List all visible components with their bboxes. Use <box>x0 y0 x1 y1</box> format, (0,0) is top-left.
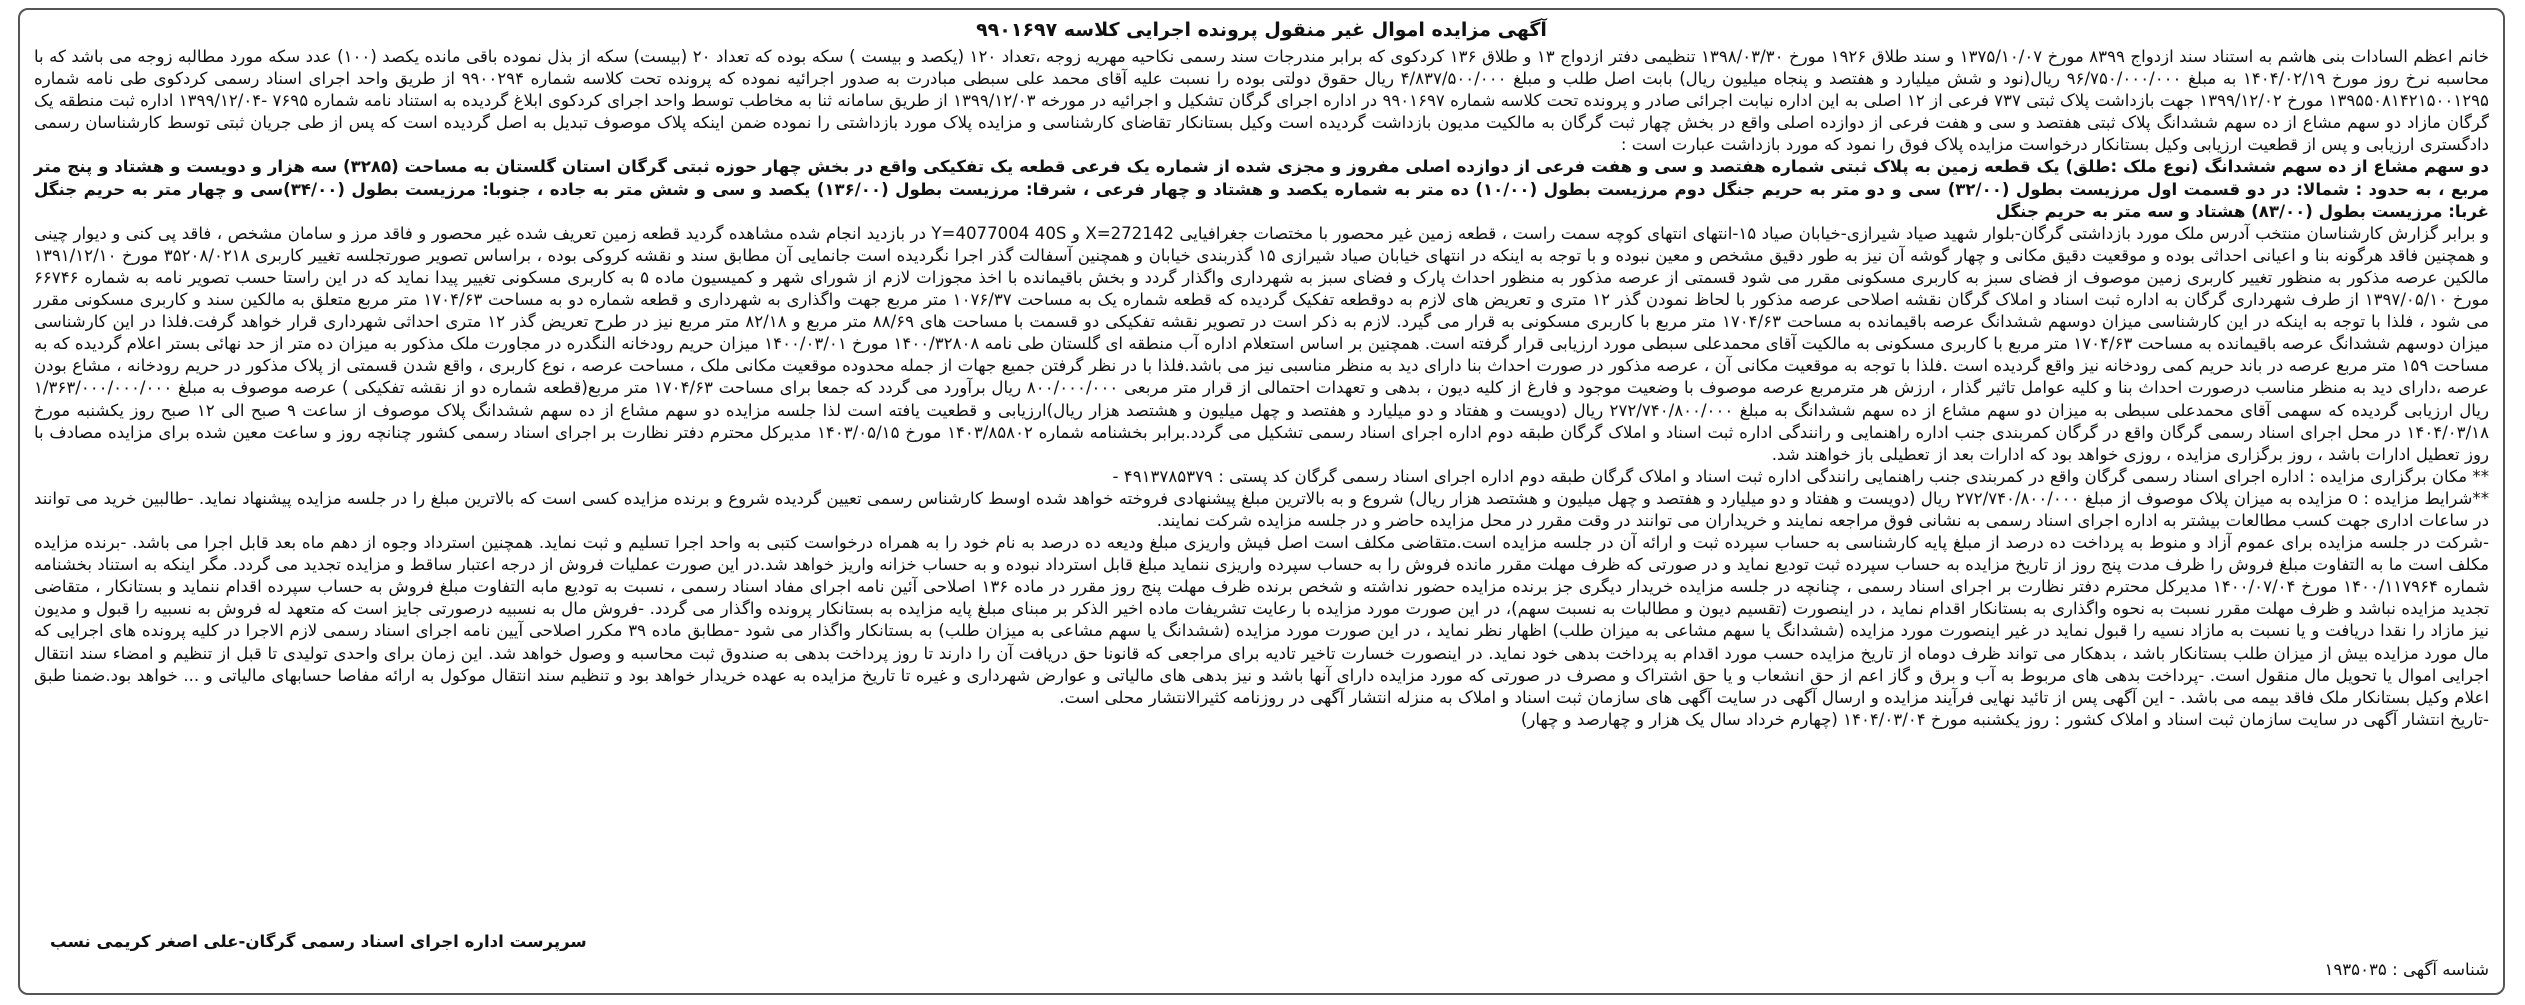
paragraph-publish-date: -تاریخ انتشار آگهی در سایت سازمان ثبت اسناد و املاک کشور : روز یکشنبه مورخ ۱۴۰۴/۰۳/۰۴ (چهارم خرداد سال یک هزار و چهارصد و چهار) <box>1520 709 2489 729</box>
paragraph-auction-terms: **شرایط مزایده : o مزایده به میزان پلاک موصوف از مبلغ ۲۷۲/۷۴۰/۸۰۰/۰۰۰ ریال (دویست و هفتاد و دو میلیارد و هفتصد و چهل میلیون و هشتصد هزار ریال) شروع و به بالاترین مبلغ پیشنهادی فروخته خواهد شده اوسط کارشناس رسمی تعیین گردیده شروع و برنده مزایده کسی است که بالاترین مبلغ را در جلسه مزایده پیشنهاد نماید. -طالبین خرید می توانند در ساعات اداری جهت کسب مطالعات بیشتر به اداره اجرای اسناد رسمی به نشانی فوق مراجعه نمایند و خریداران می توانند در وقت مقرر در محل مزایده حاضر و در جلسه مزایده شرکت نمایند. <box>34 488 2490 530</box>
paragraph-property: دو سهم مشاع از ده سهم ششدانگ (نوع ملک :طلق) یک قطعه زمین به پلاک ثبتی شماره هفتصد و سی و هفت فرعی از دوازده اصلی مفروز و مجزی شده از شماره یک فرعی قطعه یک تفکیکی واقع در بخش چهار حوزه ثبتی گرگان استان گلستان به مساحت (۳۲۸۵) سه هزار و دویست و هشتاد و پنج متر مربع ، به حدود : شمالا: در دو قسمت اول مرزیست بطول (۳۲/۰۰) سی و دو متر به حریم جنگل دوم مرزیست بطول (۱۰/۰۰) ده متر به شماره یکصد و هشتاد و چهار فرعی ، شرقا: مرزیست بطول (۱۳۶/۰۰) یکصد و سی و شش متر به جاده ، جنوبا: مرزیست بطول (۳۴/۰۰)سی و چهار متر به حریم جنگل غربا: مرزیست بطول (۸۳/۰۰) هشتاد و سه متر به حریم جنگل <box>34 157 2490 221</box>
notice-id: شناسه آگهی : ۱۹۳۵۰۳۵ <box>2324 960 2489 979</box>
signature: سرپرست اداره اجرای اسناد رسمی گرگان-علی اصغر کریمی نسب <box>50 932 587 951</box>
notice-frame <box>18 8 2505 995</box>
paragraph-expert-report: و برابر گزارش کارشناسان منتخب آدرس ملک مورد بازداشتی گرگان-بلوار شهید صیاد شیرازی-خیابان صیاد ۱۵-انتهای انتهای کوچه سمت راست ، قطعه زمین غیر محصور با مختصات جغرافیایی X=272142 و Y=4077004 40S در بازدید انجام شده مشاهده گردید قطعه زمین تعریف شده غیر محصور و فاقد مرز و سامان مشخص ، فاقد پی کنی و دیوار چینی و همچنین فاقد هرگونه بنا و اعیانی احداثی بوده و موقعیت دقیق مکانی و چهار گوشه آن نیز به طور دقیق مشخص و معین نبوده و با توجه به اینکه در انتهای خیابان صیاد شیرازی ۱۵ گذربندی خیابان و همچنین آسفالت گذر اجرا نگردیده است جانمایی آن مطابق سند و نقشه کروکی بوده ، براساس تصویر صورتجلسه تغییر کاربری ۳۵۲۰۸/۰۲۱۸ مورخ ۱۳۹۱/۱۲/۱۰ مالکین عرصه مذکور به منظور تغییر کاربری زمین موصوف از فضای سبز به کاربری مسکونی مقرر می شود قسمتی از عرصه مذکور به منظور احداث پارک و فضای سبز به شهرداری واگذار گردد و بخش باقیمانده با اخذ مجوزات لازم از شورای شهر و کمیسیون ماده ۵ به کاربری مسکونی تغییر پیدا نماید که در این راستا حسب تصویر نامه به شماره ۶۶۷۴۶ مورخ ۱۳۹۷/۰۵/۱۰ از طرف شهرداری گرگان به اداره ثبت اسناد و املاک گرگان نقشه اصلاحی عرصه مذکور با لحاظ نمودن گذر ۱۲ متری و تعریض های لازم به دوقطعه تفکیک گردیده که قطعه شماره یک به مساحت ۱۰۷۶/۳۷ متر مربع جهت واگذاری به شهرداری و قطعه شماره دو به مساحت ۱۷۰۴/۶۳ متر مربع متعلق به مالکین سند و کاربری مسکونی مقرر می شود ، فلذا با توجه به اینکه در این کارشناسی میزان دوسهم ششدانگ عرصه باقیمانده به مساحت ۱۷۰۴/۶۳ متر مربع با کاربری مسکونی به قرار می گیرد. لازم به ذکر است در تصویر نقشه تفکیکی دو قسمت با مساحت های ۸۸/۶۹ متر مربع و ۸۲/۱۸ متر مربع نیز در طرح تعریض گذر ۱۲ متری احداثی شهرداری قرار خواهد گرفت.فلذا در این کارشناسی میزان دوسهم ششدانگ عرصه باقیمانده به مساحت ۱۷۰۴/۶۳ متر مربع با کاربری مسکونی به مالکیت آقای محمدعلی سبطی مورد ارزیابی قرار گرفته است. همچنین بر اساس استعلام اداره آب منطقه ای گلستان طی نامه ۱۴۰۰/۳۲۸۰۸ مورخ ۱۴۰۰/۰۳/۰۱ میزان حریم رودخانه النگدره در مجاورت ملک مذکور به میزان ده متر از حد نهائی بستر اعلام گردیده که به مساحت ۱۵۹ متر مربع عرصه در باند حریم کمی رودخانه نیز واقع گردیده است .فلذا با توجه به موقعیت مکانی آن ، عرصه مذکور در صورت احداث بنا دارای دید به منظر مناسبی نیز می باشد.فلذا با در نظر گرفتن جمیع جهات از جمله محدوده موقعیت مکانی ملک ، مساحت عرصه ، نوع کاربری ، واقع شدن قسمتی از پلاک مذکور در حریم رودخانه ، مشاع بودن عرصه ،دارای دید به منظر مناسب درصورت احداث بنا و کلیه عوامل تاثیر گذار ، ارزش هر مترمربع عرصه موصوف با وضعیت موجود و فارغ از کلیه دیون ، بدهی و تعهدات احتمالی از قرار متر مربعی ۸۰۰/۰۰۰/۰۰۰ ریال برآورد می گردد که جمعا برای مساحت ۱۷۰۴/۶۳ متر مربع(قطعه شماره دو از نقشه تفکیکی ) عرصه موصوف به مبلغ ۱/۳۶۳/۰۰۰/۰۰۰/۰۰۰ ریال ارزیابی گردیده که سهمی آقای محمدعلی سبطی به میزان دو سهم مشاع از ده سهم ششدانگ به مبلغ ۲۷۲/۷۴۰/۸۰۰/۰۰۰ ریال (دویست و هفتاد و دو میلیارد و هفتصد و چهل میلیون و هشتصد هزار ریال)ارزیابی و قطعیت یافته است لذا جلسه مزایده دو سهم مشاع از ده سهم ششدانگ پلاک موصوف از ساعت ۹ صبح الی ۱۲ صبح روز یکشنبه مورخ ۱۴۰۴/۰۳/۱۸ در محل اجرای اسناد رسمی گرگان واقع در گرگان کمربندی جنب اداره راهنمایی و رانندگی اداره ثبت اسناد و املاک گرگان طبقه دوم اداره اجرای اسناد رسمی تشکیل می گردد.برابر بخشنامه شماره ۱۴۰۳/۸۵۸۰۲ مورخ ۱۴۰۳/۰۵/۱۵ مدیرکل محترم دفتر نظارت بر اجرای اسناد رسمی کشور چنانچه روز و ساعت معین شده برای مزایده مصادف با روز تعطیل ادارات باشد ، روز برگزاری مزایده ، روزی خواهد بود که ادارات بعد از تعطیلی باز خواهند شد. <box>34 223 2490 464</box>
paragraph-intro: خانم اعظم السادات بنی هاشم به استناد سند ازدواج ۸۳۹۹ مورخ ۱۳۷۵/۱۰/۰۷ و سند طلاق ۱۹۲۶ مورخ ۱۳۹۸/۰۳/۳۰ تنظیمی دفتر ازدواج ۱۳ و طلاق ۱۳۶ کردکوی که برابر مندرجات سند رسمی نکاحیه مهریه زوجه ،تعداد ۱۲۰ (یکصد و بیست ) سکه بوده که تعداد ۲۰ (بیست) سکه از بذل نموده باقی مانده یکصد (۱۰۰) عدد سکه مورد مطالبه زوجه می باشد که با محاسبه نرخ روز مورخ ۱۴۰۴/۰۲/۱۹ به مبلغ ۹۶/۷۵۰/۰۰۰/۰۰۰ ریال(نود و شش میلیارد و هفتصد و پنجاه میلیون ریال) بابت اصل طلب و مبلغ ۴/۸۳۷/۵۰۰/۰۰۰ ریال حقوق دولتی بوده را نسبت علیه آقای محمد علی سبطی مبادرت به صدور اجرائیه نموده که پرونده تحت کلاسه شماره ۹۹۰۰۲۹۴ از طریق واحد اجرای اسناد رسمی کردکوی طی نامه شماره ۱۳۹۵۵۰۸۱۴۲۱۵۰۰۱۲۹۵ مورخ ۱۳۹۹/۱۲/۰۲ جهت بازداشت پلاک ثبتی ۷۳۷ فرعی از ۱۲ اصلی به این اداره نیابت اجرائی صادر و پرونده تحت کلاسه شماره ۹۹۰۱۶۹۷ در اداره اجرای گرگان تشکیل و اجرائیه در مورخه ۱۳۹۹/۱۲/۰۳ از طریق سامانه ثنا به مخاطب توسط واحد اجرای کردکوی ابلاغ گردیده به استناد نامه شماره ۷۶۹۵ -۱۳۹۹/۱۲/۰۴ اداره ثبت منطقه یک گرگان مازاد دو سهم مشاع از ده سهم ششدانگ پلاک ثبتی هفتصد و سی و هفت فرعی از دوازده اصلی واقع در بخش چهار ثبت گرگان به مالکیت مدیون بازداشت گردیده است وکیل بستانکار تقاضای کارشناسی و مزایده پلاک مورد بازداشتی را نموده ضمن اینکه پلاک موصوف تبدیل به اصل گردیده است که پس از طی جریان ثبتی توسط کارشناسان رسمی دادگستری ارزیابی و پس از قطعیت ارزیابی وکیل بستانکار درخواست مزایده پلاک فوق را نمود که مورد بازداشت عبارت است : <box>34 47 2490 155</box>
notice-title: آگهی مزایده اموال غیر منقول پرونده اجرایی کلاسه ۹۹۰۱۶۹۷ <box>976 19 1547 41</box>
paragraph-auction-location: ** مکان برگزاری مزایده : اداره اجرای اسناد رسمی گرگان واقع در کمربندی جنب راهنمایی رانندگی اداره ثبت اسناد و املاک گرگان طبقه دوم اداره اجرای اسناد رسمی گرگان کد پستی : ۴۹۱۳۷۸۵۳۷۹ - <box>1112 466 2489 486</box>
paragraph-conditions: -شرکت در جلسه مزایده برای عموم آزاد و منوط به پرداخت ده درصد از مبلغ پایه کارشناسی به حساب سپرده ثبت و ارائه آن در جلسه مزایده است.متقاضی مکلف است اصل فیش واریزی مبلغ ودیعه ده درصد به نام خود را به همراه درخواست کتبی به واحد اجرا تسلیم و ثبت نماید. همچنین استرداد وجوه از دهم ماه بعد قابل اجرا می باشد. -برنده مزایده مکلف است ما به التفاوت مبلغ فروش را ظرف مدت پنج روز از تاریخ مزایده به حساب سپرده ثبت تودیع نماید و در صورتی که ظرف مهلت مقرر مانده فروش را به حساب سپرده واریزی ننماید مبلغ قابل استرداد نبوده و به حساب خزانه واریز خواهد شد.در این صورت عملیات فروش از درجه اعتبار ساقط و مزایده تجدید می گردد. مگر اینکه به استناد بخشنامه شماره ۱۴۰۰/۱۱۷۹۶۴ مورخ ۱۴۰۰/۰۷/۰۴ مدیرکل محترم دفتر نظارت بر اجرای اسناد رسمی ، چنانچه در جلسه مزایده خریدار دیگری جز برنده مزایده حضور نداشته و شخص برنده ظرف مهلت پنج روز مقرر در ماده ۱۳۶ اصلاحی آئین نامه اجرای مفاد اسناد رسمی ، نسبت به تودیع مابه التفاوت مبلغ فروش به حساب سپرده اقدام ننماید و بستانکار ، متقاضی تجدید مزایده نباشد و ظرف مهلت مقرر نسبت به نحوه واگذاری به بستانکار اقدام نماید ، در اینصورت (تقسیم دیون و مطالبات به نسبت سهم)، در این صورت مورد مزایده با رعایت تشریفات ماده اخیر الذکر بر مبنای مبلغ پایه مزایده به بستانکار پرونده واگذار می گردد. -فروش مال به نسبیه درصورتی جایز است که متعهد له فروش به نسبیه را قبول و مدیون نیز مازاد را نقدا دریافت و یا نسبت به مازاد نسیه را قبول نماید در غیر اینصورت مورد مزایده (ششدانگ یا سهم مشاعی به میزان طلب) اظهار نظر نماید ، در این صورت مورد مزایده (ششدانگ یا سهم مشاعی به میزان طلب) به بستانکار واگذار می شود -مطابق ماده ۳۹ مکرر اصلاحی آیین نامه اجرای اسناد رسمی لازم الاجرا در کلیه پرونده های اجرایی که مال مورد مزایده بیش از میزان طلب بستانکار باشد ، بدهکار می تواند ظرف دوماه از تاریخ مزایده حسب مورد اقدام به پرداخت بدهی خود نماید. در اینصورت خسارت تاخیر تادیه برای مراجعی که قانونا حق دریافت آن را دارند تا روز پرداخت بدهی به صندوق ثبت محاسبه و وصول خواهد شد. این زمان برای واحدی تولیدی تا قبل از تنظیم و امضاء سند انتقال اجرایی اموال یا تحویل مال منقول است. -پرداخت بدهی های مربوط به آب و برق و گاز اعم از حق انشعاب و یا حق اشتراک و مصرف در صورتی که مورد مزایده دارای آنها باشد و نیز بدهی های مالیاتی و عوارض شهرداری و غیره تا تاریخ مزایده به عهده خریدار خواهد بود و تنظیم سند انتقال موکول به ارائه مفاصا حسابهای مالیاتی و ... خواهد بود.ضمنا طبق اعلام وکیل بستانکار ملک فاقد بیمه می باشد. - این آگهی پس از تائید نهایی فرآیند مزایده و ارسال آگهی در سایت آگهی های سازمان ثبت اسناد و املاک به منزله انتشار آگهی در روزنامه کثیرالانتشار محلی است. <box>34 533 2490 707</box>
notice-body <box>34 46 2489 731</box>
